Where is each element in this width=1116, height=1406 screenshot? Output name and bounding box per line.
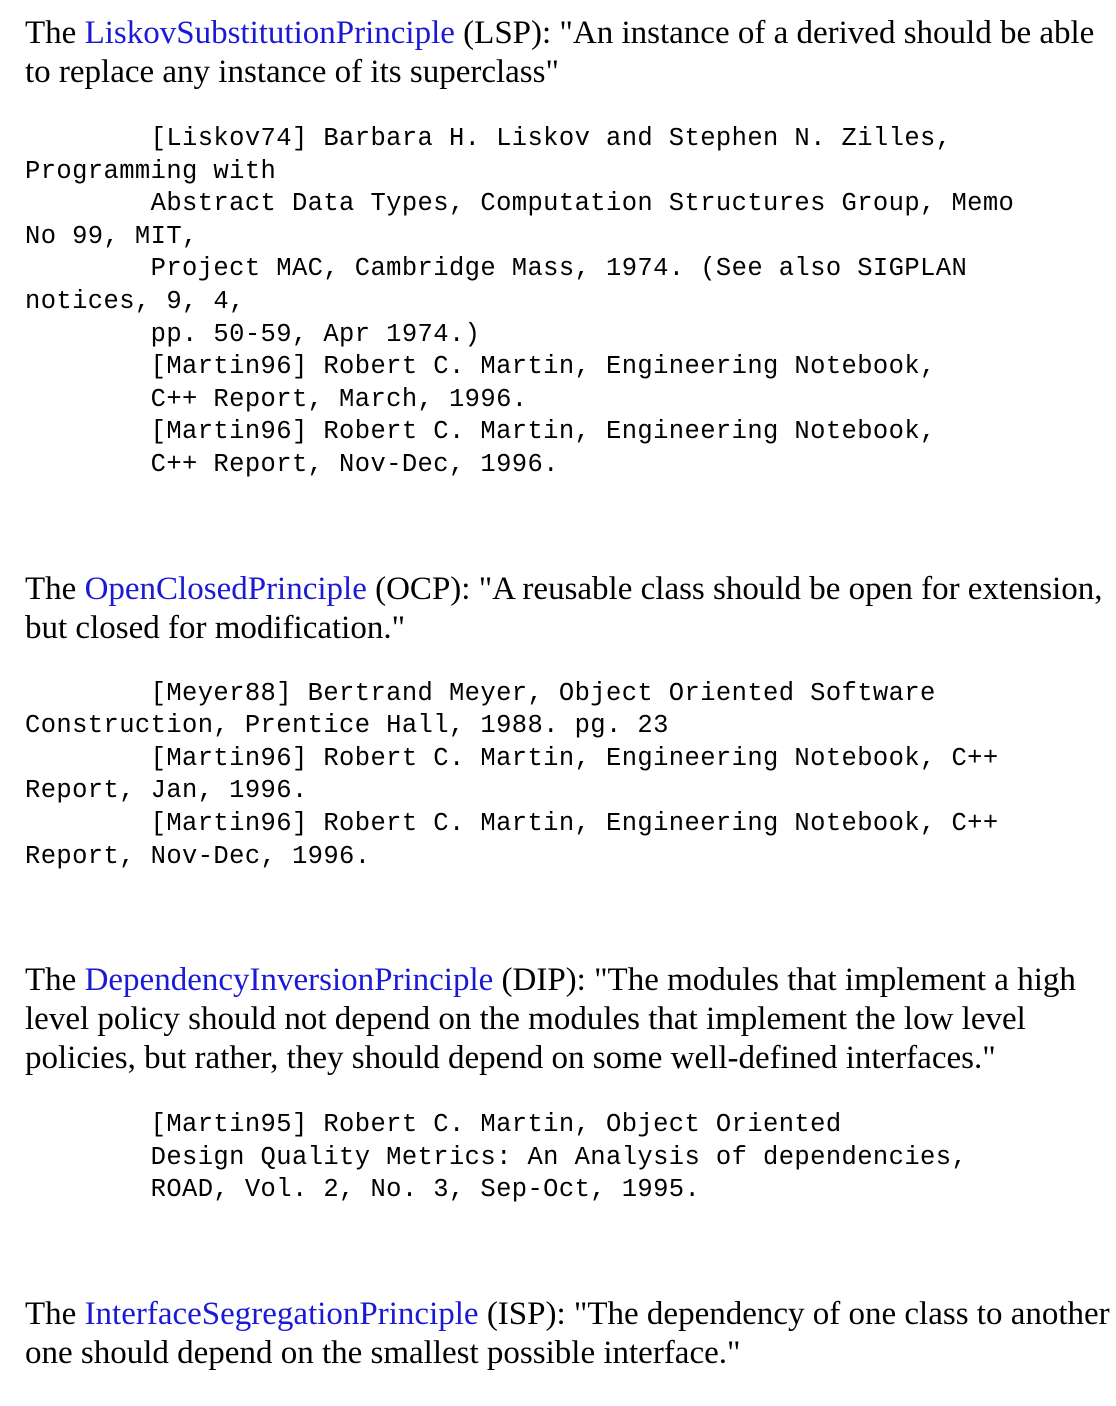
ocp-references: [Meyer88] Bertrand Meyer, Object Oriented Software Construction, Prentice Hall, 1988. pg. 23 [Martin96] Robert C. Martin, Engineering Notebook, C++ Report, Jan, 1996. [Martin96] Robert C. Martin, Engineering Notebook, C++ Report, Nov-Dec, 1996.	[25, 678, 999, 871]
isp-prefix: The	[25, 1295, 85, 1332]
open-closed-principle-link[interactable]: OpenClosedPrinciple	[84, 570, 367, 607]
interface-segregation-principle-link[interactable]: InterfaceSegregationPrinciple	[84, 1295, 479, 1332]
dip-references: [Martin95] Robert C. Martin, Object Oriented Design Quality Metrics: An Analysis of dependencies, ROAD, Vol. 2, No. 3, Sep-Oct, 1995.	[150, 1110, 968, 1205]
dip-paragraph	[25, 961, 1110, 1078]
lsp-prefix: The	[25, 15, 85, 51]
dip-prefix: The	[25, 962, 85, 999]
dip-description: (DIP): "The modules that implement a high level policy should not depend on the modules that implement the low level policies, but rather, they should depend on some well-defined interfaces."	[25, 962, 1076, 1077]
liskov-substitution-principle-link[interactable]: LiskovSubstitutionPrinciple	[84, 15, 455, 51]
page-content	[25, 14, 1110, 1373]
lsp-paragraph	[25, 14, 1110, 92]
lsp-references: [Liskov74] Barbara H. Liskov and Stephen N. Zilles, Programming with Abstract Data Types, Computation Structures Group, Memo No 99, MIT, Project MAC, Cambridge Mass, 1974. (See also SIGPLAN notices, 9, 4, pp. 50-59, Apr 1974.) [Martin96] Robert C. Martin, Engineering Notebook, C++ Report, March, 1996. [Martin96] Robert C. Martin, Engineering Notebook, C++ Report, Nov-Dec, 1996.	[25, 124, 1015, 479]
ocp-prefix: The	[25, 570, 85, 607]
isp-paragraph	[25, 1295, 1110, 1373]
isp-description: (ISP): "The dependency of one class to another one should depend on the smallest possible interface."	[25, 1295, 1110, 1371]
dependency-inversion-principle-link[interactable]: DependencyInversionPrinciple	[84, 962, 494, 999]
lsp-description: (LSP): "An instance of a derived should be able to replace any instance of its superclass"	[25, 15, 1095, 90]
ocp-paragraph	[25, 570, 1110, 648]
ocp-description: (OCP): "A reusable class should be open for extension, but closed for modification."	[25, 570, 1103, 646]
